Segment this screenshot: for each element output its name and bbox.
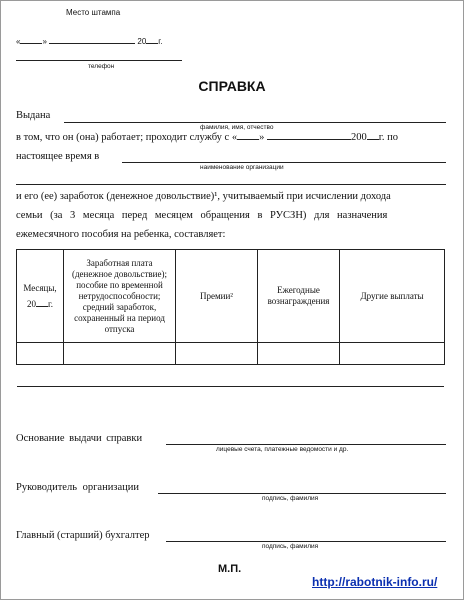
date-day-blank — [20, 35, 42, 44]
service-year-suffix: г. по — [378, 132, 398, 143]
document-title: СПРАВКА — [198, 78, 266, 94]
accountant-signature-line — [166, 541, 446, 542]
head-signature-line — [158, 493, 446, 494]
table-row-divider — [17, 364, 444, 365]
service-close-quote: » — [259, 132, 265, 143]
months-year-blank — [36, 298, 48, 307]
issued-name-caption: фамилия, имя, отчество — [200, 124, 274, 131]
header-date — [16, 35, 162, 46]
table-header-annual: Ежегодные вознаграждения — [267, 285, 330, 306]
table-header-months — [17, 250, 63, 342]
accountant-caption: подпись, фамилия — [262, 543, 319, 550]
service-year-prefix: 200 — [350, 132, 367, 143]
org-name-caption: наименование организации — [200, 164, 284, 171]
date-year-prefix: 20 — [137, 37, 147, 46]
site-link[interactable]: http://rabotnik-info.ru/ — [312, 575, 438, 589]
seal-label: М.П. — [218, 563, 242, 575]
phone-line — [16, 60, 182, 61]
table-header-other: Другие выплаты — [360, 290, 424, 301]
months-header-year — [27, 298, 53, 310]
table-row-divider — [17, 386, 444, 387]
basis-label: Основание выдачи справки — [16, 433, 143, 444]
date-month-blank — [49, 35, 135, 44]
org-name-line — [122, 162, 446, 163]
now-text: настоящее время в — [16, 151, 100, 162]
months-year-suffix: г. — [48, 298, 53, 309]
paragraph-line-2: семьи (за 3 месяца перед месяцем обращения в РУСЗН) для назначения — [16, 210, 388, 221]
date-year-blank — [146, 35, 158, 44]
issued-label: Выдана — [16, 110, 51, 121]
service-month-blank — [267, 131, 351, 140]
months-year-prefix: 20 — [27, 298, 37, 309]
months-header-label: Месяцы, — [23, 282, 57, 293]
head-caption: подпись, фамилия — [262, 495, 319, 502]
head-label: Руководитель организации — [16, 482, 139, 493]
stamp-place-label: Место штампа — [66, 8, 121, 17]
service-day-blank — [237, 131, 259, 140]
date-open-quote: « — [16, 37, 21, 46]
earnings-table — [16, 249, 445, 365]
date-year-suffix: г. — [158, 37, 163, 46]
date-close-quote: » — [42, 37, 47, 46]
phone-caption: телефон — [88, 63, 115, 70]
accountant-label: Главный (старший) бухгалтер — [16, 530, 150, 541]
paragraph-line-1: и его (ее) заработок (денежное довольствие)¹, учитываемый при исчислении дохода — [16, 191, 391, 202]
paragraph-line-3: ежемесячного пособия на ребенка, составляет: — [16, 229, 226, 240]
org-name-line-2 — [16, 184, 446, 185]
service-open-quote: « — [231, 132, 238, 143]
service-text: в том, что он (она) работает; проходит службу с — [16, 132, 230, 143]
service-line — [16, 131, 398, 143]
issued-name-line — [64, 122, 446, 123]
table-header-bonus: Премии² — [199, 290, 234, 301]
basis-caption: лицевые счета, платежные ведомости и др. — [216, 446, 349, 453]
basis-line — [166, 444, 446, 445]
table-header-salary: Заработная плата (денежное довольствие); пособие по временной нетрудоспособности; средний заработок, сохраненный на период отпуска — [71, 257, 167, 334]
service-year-blank — [367, 131, 379, 140]
table-row-divider — [17, 342, 444, 343]
